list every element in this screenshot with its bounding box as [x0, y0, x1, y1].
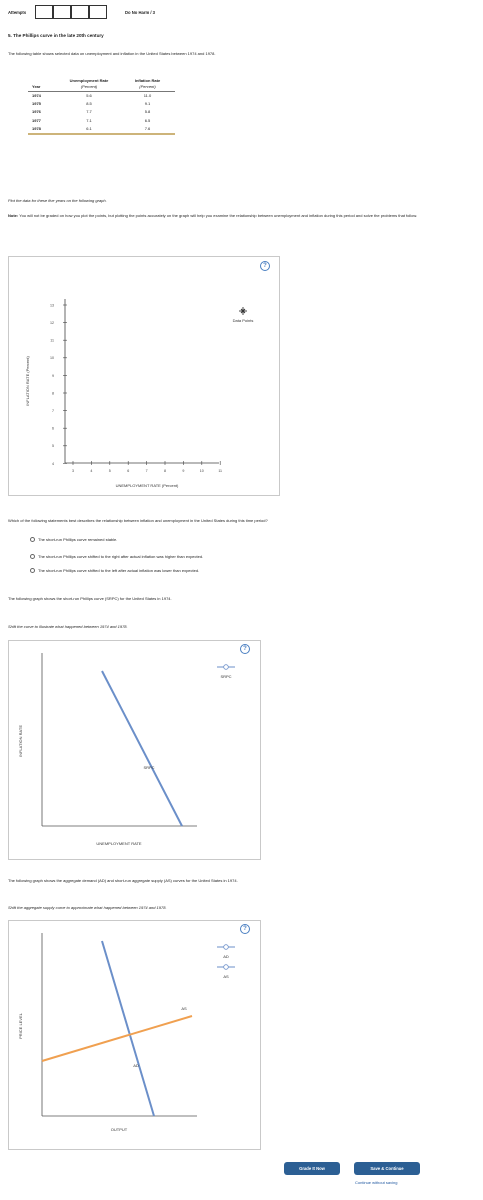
graph-panel-data-points[interactable]: [8, 256, 280, 496]
y-tick-label: 13: [50, 303, 54, 308]
phillips-scatter-graph[interactable]: [9, 257, 281, 497]
srpc-instruction: Shift the curve to illustrate what happened between 1974 and 1978.: [8, 624, 128, 629]
save-continue-button[interactable]: Save & Continue: [354, 1162, 420, 1175]
y-tick-label: 12: [50, 321, 54, 325]
x-tick-label: 6: [127, 469, 130, 473]
y-tick-label: 11: [50, 338, 54, 343]
option-label: The short-run Phillips curve shifted to the left after actual inflation was lower than expected.: [38, 568, 200, 573]
y-tick-label: 9: [52, 373, 54, 378]
question-intro: The following table shows selected data on unemployment and inflation in the United States between 1974 and 1978.: [8, 51, 216, 56]
graph-panel-adas[interactable]: [8, 920, 261, 1150]
ad-label: AD: [133, 1063, 139, 1068]
y-axis-label: INFLATION RATE: [18, 724, 23, 758]
help-icon[interactable]: ?: [260, 261, 270, 271]
table-header-year: Year: [28, 84, 58, 92]
x-axis-label: UNEMPLOYMENT RATE: [96, 841, 142, 846]
table-header-unit: (Percent): [58, 84, 120, 92]
x-tick-label: 9: [182, 469, 185, 473]
attempts-label: Attempts: [8, 10, 27, 15]
option-shift-right[interactable]: [30, 554, 203, 559]
inflation-cell: 11.0: [143, 93, 152, 98]
table-row: [28, 108, 175, 116]
table-row: [28, 117, 175, 125]
radio-button[interactable]: [30, 554, 35, 559]
srpc-curve[interactable]: [102, 671, 182, 826]
option-label: The short-run Phillips curve shifted to the right after actual inflation was higher than expected.: [38, 554, 204, 559]
table-header-unit: (Percent): [120, 84, 175, 92]
srpc-tool[interactable]: [217, 665, 235, 679]
legend-label: AD: [223, 954, 229, 959]
grade-button[interactable]: Grade It Now: [284, 1162, 340, 1175]
data-points-tool[interactable]: [233, 307, 254, 323]
x-tick-label: 3: [72, 469, 74, 473]
x-axis-label: UNEMPLOYMENT RATE (Percent): [115, 483, 179, 488]
as-tool[interactable]: [217, 965, 235, 979]
year-cell: 1975: [32, 101, 41, 107]
y-tick-label: 6: [52, 426, 54, 431]
inflation-cell: 5.8: [144, 109, 151, 115]
option-label: The short-run Phillips curve remained stable.: [38, 537, 118, 542]
table-header-inflation: Inflation Rate: [134, 78, 161, 83]
option-stable[interactable]: [30, 537, 117, 542]
unemployment-cell: 7.7: [86, 109, 92, 115]
y-axis-label: PRICE LEVEL: [18, 1013, 23, 1039]
x-axis-label: OUTPUT: [110, 1127, 128, 1132]
adas-instruction: Shift the aggregate supply curve to approximate what happened between 1974 and 1978.: [8, 905, 167, 910]
question-1-text: Which of the following statements best describes the relationship between inflation and unemployment in the United States during this time period?: [8, 518, 268, 523]
year-cell: 1977: [32, 117, 41, 123]
y-axis-label: INFLATION RATE (Percent): [25, 356, 30, 406]
unemployment-cell: 6.1: [58, 125, 120, 134]
note-label: Note:: [8, 213, 19, 218]
curve-label: SRPC: [143, 765, 155, 770]
question-title: 5. The Phillips curve in the late 20th century: [8, 33, 104, 38]
graph-panel-srpc[interactable]: [8, 640, 261, 860]
attempt-box: [35, 5, 53, 19]
year-cell: 1976: [32, 109, 41, 115]
plot-instruction: Plot the data for these five years on the following graph.: [8, 198, 107, 203]
ad-tool[interactable]: [217, 945, 235, 959]
x-tick-label: 7: [145, 469, 148, 473]
table-row: [28, 125, 175, 134]
line-tool-icon[interactable]: [224, 965, 229, 970]
x-tick-label: 10: [199, 469, 204, 473]
legend-label: SRPC: [220, 674, 232, 679]
table-header-unemployment: Unemployment Rate: [69, 78, 109, 83]
continue-without-saving-link[interactable]: Continue without saving: [355, 1180, 398, 1185]
table-row: [28, 92, 175, 101]
as-curve[interactable]: [42, 1016, 192, 1061]
legend-label: Data Points: [232, 318, 254, 323]
radio-button[interactable]: [30, 568, 35, 573]
unemployment-cell: 7.1: [86, 117, 92, 123]
ad-curve: [102, 941, 154, 1116]
srpc-intro: The following graph shows the short-run Phillips curve (SRPC) for the United States in 1974.: [8, 596, 172, 601]
data-table: [28, 78, 175, 135]
radio-button[interactable]: [30, 537, 35, 542]
note-text: [8, 212, 458, 219]
year-cell: 1974: [32, 93, 41, 98]
year-cell: 1978: [28, 125, 58, 134]
attempt-box: [89, 5, 107, 19]
x-tick-label: 8: [164, 469, 166, 473]
attempt-box: [71, 5, 89, 19]
y-tick-label: 10: [50, 356, 54, 361]
adas-graph[interactable]: [9, 921, 262, 1151]
x-tick-label: 4: [90, 469, 93, 473]
y-tick-label: 8: [52, 391, 54, 396]
option-shift-left[interactable]: [30, 568, 199, 573]
y-tick-label: 4: [52, 461, 54, 466]
help-icon[interactable]: ?: [240, 644, 250, 654]
inflation-cell: 9.1: [144, 101, 151, 107]
line-tool-icon[interactable]: [224, 665, 229, 670]
score-label: Do No Harm / 3: [125, 10, 156, 15]
note-body: You will not be graded on how you plot the points, but plotting the points accurately on the graph will help you examine the relationship between unemployment and inflation during this period and solve the problems that follow.: [19, 213, 418, 218]
inflation-cell: 6.5: [144, 117, 151, 123]
y-tick-label: 5: [52, 444, 54, 449]
attempt-box: [53, 5, 71, 19]
y-ticks: [50, 303, 67, 465]
x-tick-label: 11: [218, 469, 223, 473]
help-icon[interactable]: ?: [240, 924, 250, 934]
table-row: [28, 100, 175, 108]
x-tick-label: 5: [108, 469, 111, 473]
srpc-graph[interactable]: [9, 641, 262, 861]
legend-label: AS: [223, 974, 229, 979]
y-tick-label: 7: [52, 409, 54, 413]
adas-intro: The following graph shows the aggregate demand (AD) and short-run aggregate supply (AS) curves for the United States in 1974.: [8, 878, 238, 883]
unemployment-cell: 5.6: [86, 93, 92, 98]
as-label: AS: [181, 1006, 187, 1011]
inflation-cell: 7.6: [120, 125, 175, 134]
line-tool-icon[interactable]: [224, 945, 229, 950]
unemployment-cell: 8.5: [86, 101, 92, 107]
